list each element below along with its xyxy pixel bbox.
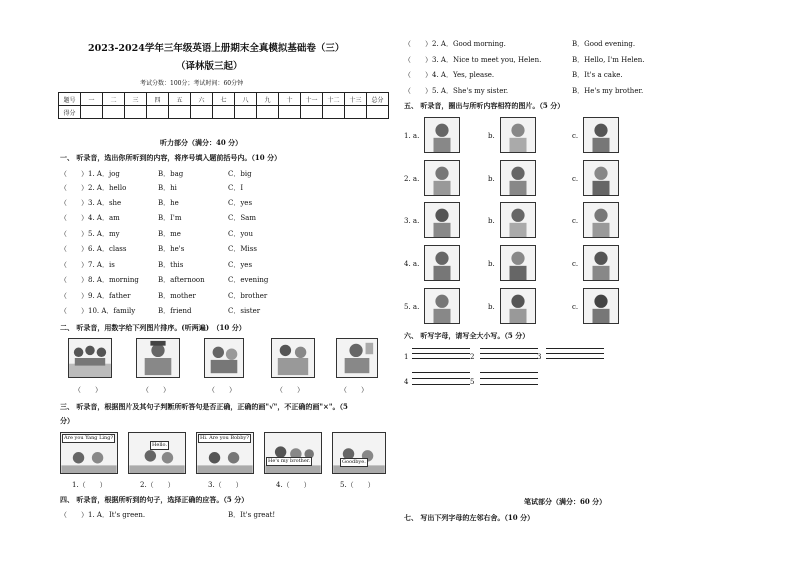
row-3-label-a: 3. a.: [404, 217, 420, 225]
writing-line[interactable]: [412, 372, 470, 373]
score-cell: 一: [81, 93, 103, 106]
row-2-picture-b[interactable]: [500, 160, 536, 196]
writing-line[interactable]: [480, 353, 538, 354]
section-6-title: 六、 听写字母，请写全大小写。（5 分）: [404, 331, 530, 340]
score-cell: 十一: [301, 93, 323, 106]
row-2-label-c: c.: [572, 175, 579, 183]
writing-line[interactable]: [480, 384, 538, 385]
section-2-blank-4[interactable]: （ ）: [276, 386, 304, 394]
item-9-b: B．mother: [158, 292, 196, 300]
section-5-title: 五、 听录音，圈出与所听内容相符的图片。（5 分）: [404, 101, 565, 110]
item-7-b: B．this: [158, 261, 184, 269]
row-5-picture-a[interactable]: [424, 288, 460, 324]
score-input-cell[interactable]: [367, 106, 389, 119]
dictation-number-2: 2: [470, 353, 475, 361]
item-7-a: （ ）7. A．is: [60, 261, 115, 269]
listening-heading: 听力部分（满分：40 分）: [160, 138, 243, 147]
score-input-cell[interactable]: [191, 106, 213, 119]
item-2-b: B．hi: [158, 184, 177, 192]
row-2-picture-a[interactable]: [424, 160, 460, 196]
item-10-a: （ ）10. A．family: [60, 307, 136, 315]
score-table-header-row: [59, 93, 389, 106]
section-3-picture-4: [264, 432, 322, 474]
item-5-c: C．you: [228, 230, 254, 238]
item-10-b: B．friend: [158, 307, 192, 315]
writing-line[interactable]: [412, 358, 470, 359]
score-cell: 八: [235, 93, 257, 106]
item-8-b: B．afternoon: [158, 276, 205, 284]
row-4-picture-a[interactable]: [424, 245, 460, 281]
writing-line[interactable]: [412, 384, 470, 385]
section-3-blank-3[interactable]: 3.（ ）: [208, 481, 243, 489]
score-input-cell[interactable]: [81, 106, 103, 119]
item-7-c: C．yes: [228, 261, 253, 269]
row-1-picture-c[interactable]: [583, 117, 619, 153]
exam-subtitle: （译林版三起）: [176, 61, 243, 72]
row-5-label-c: c.: [572, 303, 579, 311]
exam-title: 2023-2024学年三年级英语上册期末全真模拟基础卷（三）: [88, 43, 345, 54]
section-2-picture-3: [204, 338, 244, 378]
section-3-bubble-2: Hello.: [152, 442, 168, 448]
section-2-picture-2: [136, 338, 180, 378]
score-table-score-row: [59, 106, 389, 119]
score-input-cell[interactable]: [169, 106, 191, 119]
item-1-a: （ ）1. A．jog: [60, 170, 120, 178]
score-cell: 二: [103, 93, 125, 106]
score-input-cell[interactable]: [147, 106, 169, 119]
item-9-a: （ ）9. A．father: [60, 292, 131, 300]
row-4-label-b: b.: [488, 260, 495, 268]
section-4-item-4-b: B．It's a cake.: [572, 71, 623, 79]
section-4-item-2-a: （ ）2. A．Good morning.: [404, 40, 506, 48]
score-input-cell[interactable]: [257, 106, 279, 119]
item-9-c: C．brother: [228, 292, 268, 300]
row-1-label-b: b.: [488, 132, 495, 140]
writing-line[interactable]: [546, 353, 604, 354]
section-3-blank-2[interactable]: 2.（ ）: [140, 481, 175, 489]
dictation-number-5: 5: [470, 378, 475, 386]
writing-line[interactable]: [480, 372, 538, 373]
score-cell: 四: [147, 93, 169, 106]
section-3-bubble-3: Hi. Are you Bobby?: [200, 435, 249, 441]
score-cell: 七: [213, 93, 235, 106]
row-4-picture-c[interactable]: [583, 245, 619, 281]
section-3-title-continued: 分）: [60, 416, 74, 425]
section-3-bubble-4: He's my brother.: [268, 458, 311, 464]
section-3-bubble-5: Goodbye.: [342, 459, 366, 465]
section-3-picture-5: [332, 432, 386, 474]
score-cell: 九: [257, 93, 279, 106]
dictation-number-3: 3: [537, 353, 542, 361]
row-5-picture-b[interactable]: [500, 288, 536, 324]
section-3-bubble-1: Are you Yang Ling?: [64, 435, 114, 441]
section-2-blank-3[interactable]: （ ）: [208, 386, 236, 394]
item-4-b: B．I'm: [158, 214, 182, 222]
section-4-title: 四、 听录音，根据所听到的句子，选择正确的应答。（5 分）: [60, 495, 249, 504]
item-3-a: （ ）3. A．she: [60, 199, 122, 207]
row-2-label-b: b.: [488, 175, 495, 183]
score-cell: 六: [191, 93, 213, 106]
section-3-blank-5[interactable]: 5.（ ）: [340, 481, 375, 489]
score-row-label: 得分: [59, 106, 81, 119]
section-4-item-4-a: （ ）4. A．Yes, please.: [404, 71, 495, 79]
writing-heading: 笔试部分（满分：60 分）: [524, 497, 607, 506]
section-2-blank-1[interactable]: （ ）: [74, 386, 102, 394]
item-5-b: B．me: [158, 230, 181, 238]
score-cell: 题号: [59, 93, 81, 106]
section-3-picture-2: [128, 432, 186, 474]
row-5-picture-c[interactable]: [583, 288, 619, 324]
row-5-label-a: 5. a.: [404, 303, 420, 311]
item-6-a: （ ）6. A．class: [60, 245, 127, 253]
score-input-cell[interactable]: [301, 106, 323, 119]
item-2-c: C．I: [228, 184, 244, 192]
item-10-c: C．sister: [228, 307, 261, 315]
score-input-cell[interactable]: [103, 106, 125, 119]
section-3-blank-1[interactable]: 1.（ ）: [72, 481, 107, 489]
row-3-label-c: c.: [572, 217, 579, 225]
score-input-cell[interactable]: [213, 106, 235, 119]
section-2-blank-5[interactable]: （ ）: [340, 386, 368, 394]
row-4-picture-b[interactable]: [500, 245, 536, 281]
item-8-a: （ ）8. A．morning: [60, 276, 139, 284]
item-2-a: （ ）2. A．hello: [60, 184, 127, 192]
section-2-title: 二、 听录音，用数字给下列图片排序。(听两遍) （10 分）: [60, 323, 246, 332]
section-4-item-1-a: （ ）1. A．It's green.: [60, 511, 146, 519]
writing-line[interactable]: [546, 348, 604, 349]
writing-line[interactable]: [546, 358, 604, 359]
item-1-b: B．bag: [158, 170, 184, 178]
row-2-picture-c[interactable]: [583, 160, 619, 196]
section-1-title: 一、 听录音，选出你所听到的内容，将序号填入题前括号内。（10 分）: [60, 153, 282, 162]
row-3-label-b: b.: [488, 217, 495, 225]
row-3-picture-a[interactable]: [424, 202, 460, 238]
item-3-c: C．yes: [228, 199, 253, 207]
score-cell: 十: [279, 93, 301, 106]
score-input-cell[interactable]: [279, 106, 301, 119]
section-4-item-3-b: B．Hello, I'm Helen.: [572, 56, 645, 64]
score-input-cell[interactable]: [345, 106, 367, 119]
item-3-b: B．he: [158, 199, 179, 207]
section-4-item-3-a: （ ）3. A．Nice to meet you, Helen.: [404, 56, 542, 64]
writing-line[interactable]: [412, 353, 470, 354]
item-4-c: C．Sam: [228, 214, 256, 222]
section-2-picture-4: [271, 338, 315, 378]
item-6-b: B．he's: [158, 245, 185, 253]
exam-info: 考试分数：100分；考试时间：60分钟: [140, 80, 244, 87]
section-2-picture-1: [68, 338, 112, 378]
section-4-item-5-a: （ ）5. A．She's my sister.: [404, 87, 509, 95]
section-3-title: 三、 听录音，根据图片及其句子判断所听答句是否正确，正确的画"√"，不正确的画"×"。（5: [60, 402, 348, 411]
row-4-label-c: c.: [572, 260, 579, 268]
score-cell: 十二: [323, 93, 345, 106]
writing-line[interactable]: [480, 358, 538, 359]
dictation-number-1: 1: [404, 353, 409, 361]
item-5-a: （ ）5. A．my: [60, 230, 120, 238]
section-4-item-5-b: B．He's my brother.: [572, 87, 644, 95]
item-4-a: （ ）4. A．am: [60, 214, 120, 222]
row-1-picture-a[interactable]: [424, 117, 460, 153]
row-1-picture-b[interactable]: [500, 117, 536, 153]
row-3-picture-c[interactable]: [583, 202, 619, 238]
section-2-blank-2[interactable]: （ ）: [142, 386, 170, 394]
score-table: [58, 92, 389, 119]
writing-line[interactable]: [412, 378, 470, 379]
section-4-item-2-b: B．Good evening.: [572, 40, 636, 48]
score-cell: 十三: [345, 93, 367, 106]
score-cell: 三: [125, 93, 147, 106]
dictation-number-4: 4: [404, 378, 409, 386]
writing-line[interactable]: [480, 378, 538, 379]
row-1-label-a: 1. a.: [404, 132, 420, 140]
writing-line[interactable]: [480, 348, 538, 349]
section-3-blank-4[interactable]: 4.（ ）: [276, 481, 311, 489]
row-2-label-a: 2. a.: [404, 175, 420, 183]
section-2-picture-5: [336, 338, 378, 378]
score-cell: 总分: [367, 93, 389, 106]
score-input-cell[interactable]: [125, 106, 147, 119]
item-1-c: C．big: [228, 170, 252, 178]
writing-line[interactable]: [412, 348, 470, 349]
item-8-c: C．evening: [228, 276, 269, 284]
row-3-picture-b[interactable]: [500, 202, 536, 238]
score-input-cell[interactable]: [235, 106, 257, 119]
section-7-title: 七、 写出下列字母的左邻右舍。（10 分）: [404, 513, 535, 522]
row-4-label-a: 4. a.: [404, 260, 420, 268]
score-input-cell[interactable]: [323, 106, 345, 119]
score-cell: 五: [169, 93, 191, 106]
row-5-label-b: b.: [488, 303, 495, 311]
item-6-c: C．Miss: [228, 245, 257, 253]
row-1-label-c: c.: [572, 132, 579, 140]
section-4-item-1-b: B．It's great!: [228, 511, 276, 519]
